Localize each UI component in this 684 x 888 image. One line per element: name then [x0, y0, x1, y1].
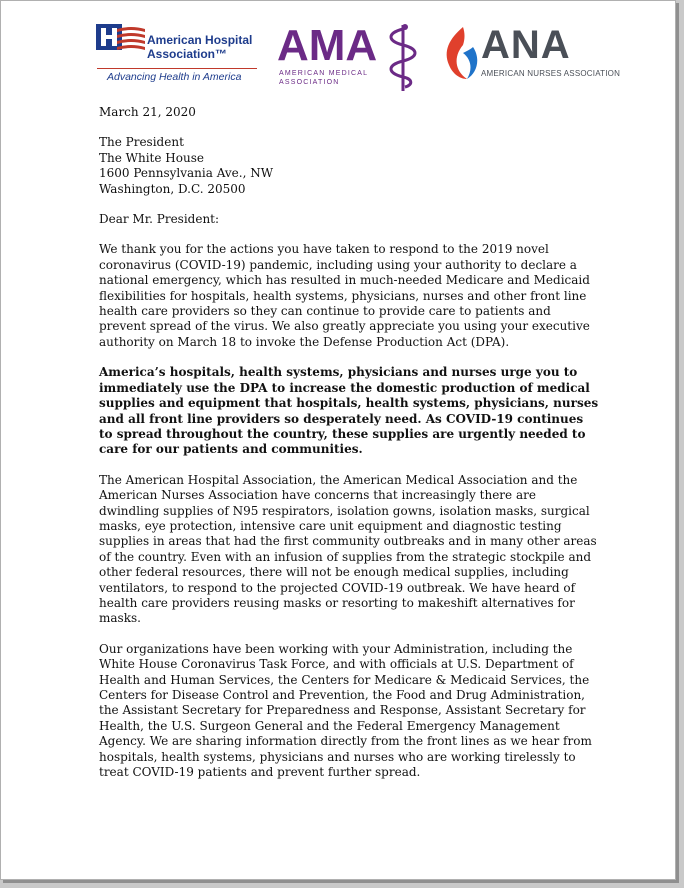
ana-subtitle: AMERICAN NURSES ASSOCIATION: [481, 69, 621, 78]
staff-of-aesculapius-icon: [383, 21, 423, 93]
ama-subtitle-line2: ASSOCIATION: [279, 79, 340, 86]
paragraph-3: The American Hospital Association, the American Medical Association and the American Nurses Association have concerns that increasingly there are dwindling supplies of N95 respirators, isolation gowns, isolation masks, surgical masks, eye protection, intensive care unit equipment and diagnostic testing supplies in areas that had the first community outbreaks and in many other areas of the country. Even with an infusion of supplies from the strategic stockpile and other federal resources, there will not be enough medical supplies, including ventilators, to respond to the projected COVID-19 outbreak. We have heard of health care providers reusing masks or resorting to makeshift alternatives for masks.: [99, 472, 597, 626]
salutation: Dear Mr. President:: [99, 212, 220, 227]
address-line: 1600 Pennsylvania Ave., NW: [99, 166, 274, 181]
aha-name-line1: American Hospital: [147, 33, 253, 47]
letterhead-logos: [1, 1, 677, 101]
paragraph-1: We thank you for the actions you have taken to respond to the 2019 novel coronavirus (COVID-19) pandemic, including using your authority to declare a national emergency, which has resulted in much-needed Medicare and Medicaid flexibilities for hospitals, health systems, physicians, nurses and other front line health care providers so they can continue to provide care to patients and prevent spread of the virus. We also greatly appreciate you using your executive authority on March 18 to invoke the Defense Production Act (DPA).: [99, 242, 590, 349]
address-line: Washington, D.C. 20500: [99, 181, 246, 196]
paragraph-2-bold: America’s hospitals, health systems, physicians and nurses urge you to immediately use the DPA to increase the domestic production of medical supplies and equipment that hospitals, health systems, physicians, nurses and all front line providers so desperately need. As COVID-19 continues to spread throughout the country, these supplies are urgently needed to care for our patients and communities.: [99, 365, 599, 457]
ama-subtitle-line1: AMERICAN MEDICAL: [279, 70, 369, 77]
ama-subtitle: [279, 69, 368, 87]
ana-logo: [441, 25, 641, 85]
aha-name-line2: Association™: [147, 47, 228, 61]
flame-icon: [441, 25, 479, 81]
ana-letters: ANA: [481, 23, 571, 67]
ama-logo: [277, 21, 447, 93]
aha-emblem-icon: [95, 23, 145, 65]
aha-name: [147, 33, 252, 61]
ama-letters: AMA: [277, 21, 378, 70]
letter-date: March 21, 2020: [99, 105, 196, 119]
address-line: The President: [99, 135, 184, 150]
recipient-address: [99, 135, 599, 197]
letter-body: [99, 105, 599, 795]
paragraph-4: Our organizations have been working with your Administration, including the White House Coronavirus Task Force, and with officials at U.S. Department of Health and Human Services, the Centers for Medicare & Medicaid Services, the Centers for Disease Control and Prevention, the Food and Drug Administration, the Assistant Secretary for Preparedness and Response, Assistant Secretary for Health, the U.S. Surgeon General and the Federal Emergency Management Agency. We are sharing information directly from the front lines as we hear from hospitals, health systems, physicians and nurses who are working tirelessly to treat COVID-19 patients and prevent further spread.: [99, 641, 592, 780]
aha-divider: [97, 68, 257, 69]
aha-tagline: Advancing Health in America: [107, 71, 242, 83]
address-line: The White House: [99, 150, 204, 165]
aha-logo: [95, 23, 265, 87]
